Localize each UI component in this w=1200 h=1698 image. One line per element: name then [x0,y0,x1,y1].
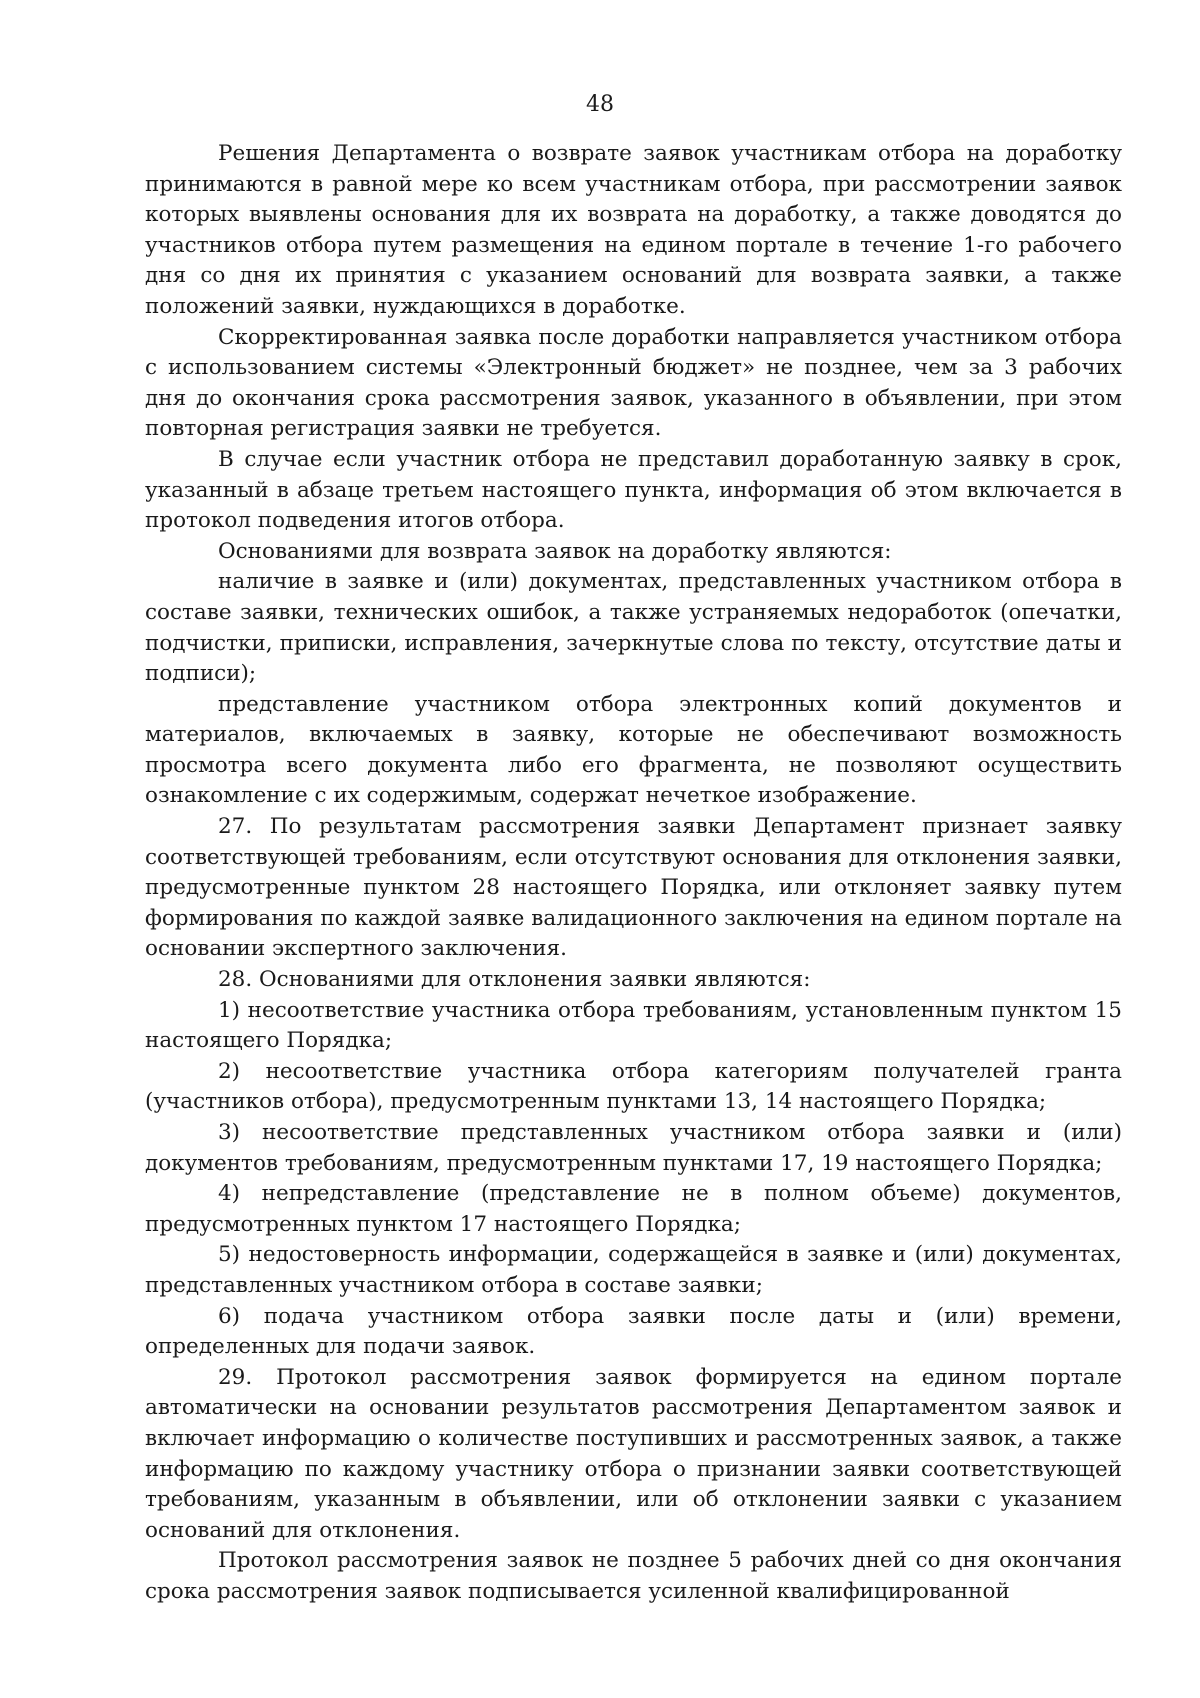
paragraph-return-grounds-heading: Основаниями для возврата заявок на доработку являются: [218,538,892,564]
list-item-28-3: 3) несоответствие представленных участником отбора заявки и (или) документов требованиям, предусмотренным пунктами 17, 19 настоящего Порядка; [145,1120,1122,1176]
list-item-28-4: 4) непредставление (представление не в полном объеме) документов, предусмотренных пунктом 17 настоящего Порядка; [145,1181,1122,1237]
paragraph-corrected-application: Скорректированная заявка после доработки направляется участником отбора с использованием системы «Электронный бюджет» не позднее, чем за 3 рабочих дня до окончания срока рассмотрения заявок, указанного в объявлении, при этом повторная регистрация заявки не требуется. [145,324,1122,442]
list-item-28-5: 5) недостоверность информации, содержащейся в заявке и (или) документах, представленных участником отбора в составе заявки; [145,1242,1122,1298]
page-number: 48 [586,92,614,117]
list-item-28-2: 2) несоответствие участника отбора категориям получателей гранта (участников отбора), предусмотренным пунктами 13, 14 настоящего Порядка; [145,1058,1122,1115]
paragraph-item-28-heading: 28. Основаниями для отклонения заявки являются: [218,967,811,993]
paragraph-return-decisions: Решения Департамента о возврате заявок участникам отбора на доработку принимаются в равной мере ко всем участникам отбора, при рассмотрении заявок которых выявлены основания для их возврата на доработку, а также доводятся до участников отбора путем размещения на едином портале в течение 1-го рабочего дня со дня их принятия с указанием оснований для возврата заявки, а также положений заявки, нуждающихся в доработке. [145,141,1122,319]
paragraph-electronic-copies: представление участником отбора электронных копий документов и материалов, включаемых в заявку, которые не обеспечивают возможность просмотра всего документа либо его фрагмента, не позволяют осуществить ознакомление с их содержимым, содержат нечеткое изображение. [145,691,1122,809]
document-body [145,139,1122,1608]
paragraph-item-29: 29. Протокол рассмотрения заявок формируется на едином портале автоматически на основании результатов рассмотрения Департаментом заявок и включает информацию о количестве поступивших и рассмотренных заявок, а также информацию по каждому участнику отбора о признании заявки соответствующей требованиям, указанным в объявлении, или об отклонении заявки с указанием оснований для отклонения. [145,1364,1122,1543]
paragraph-technical-errors: наличие в заявке и (или) документах, представленных участником отбора в составе заявки, технических ошибок, а также устраняемых недоработок (опечатки, подчистки, приписки, исправления, зачеркнутые слова по тексту, отсутствие даты и подписи); [145,569,1122,687]
list-item-28-1: 1) несоответствие участника отбора требованиям, установленным пунктом 15 настоящего Порядка; [145,997,1122,1054]
paragraph-protocol-signing: Протокол рассмотрения заявок не позднее 5 рабочих дней со дня окончания срока рассмотрения заявок подписывается усиленной квалифицированной [145,1548,1122,1604]
paragraph-not-submitted: В случае если участник отбора не представил доработанную заявку в срок, указанный в абзаце третьем настоящего пункта, информация об этом включается в протокол подведения итогов отбора. [145,446,1122,534]
list-item-28-6: 6) подача участником отбора заявки после даты и (или) времени, определенных для подачи заявок. [145,1303,1122,1360]
paragraph-item-27: 27. По результатам рассмотрения заявки Департамент признает заявку соответствующей требованиям, если отсутствуют основания для отклонения заявки, предусмотренные пунктом 28 настоящего Порядка, или отклоняет заявку путем формирования по каждой заявке валидационного заключения на едином портале на основании экспертного заключения. [145,814,1122,962]
